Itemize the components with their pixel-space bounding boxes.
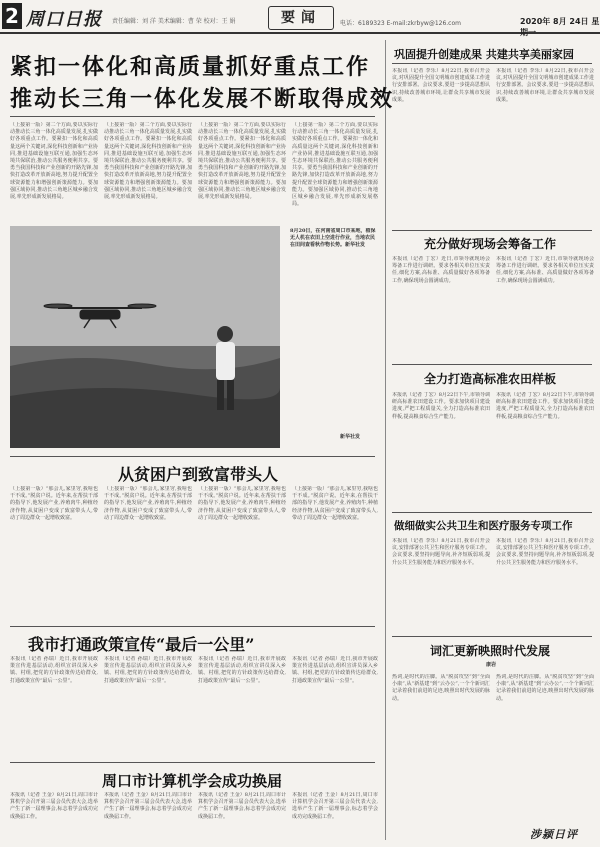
section-rule: [10, 456, 375, 457]
section-rule: [392, 230, 592, 231]
story-computer-col-2: 本报讯（记者 王金）8月21日,周口市计算机学会召开第三届会员代表大会,选举产生了新一届理事会,标志着学会成功完成换届工作。: [104, 792, 192, 820]
story-computer-col-3: 本报讯（记者 王金）8月21日,周口市计算机学会召开第三届会员代表大会,选举产生了新一届理事会,标志着学会成功完成换届工作。: [198, 792, 286, 820]
photo-caption: 8月20日，在河南省周口市某地，植保无人机在农田上空进行作业，当地农民在田间查看秋作物长势。新华社发: [290, 228, 376, 248]
story-health-col-2: 本报讯（记者 李乐）8月21日,我市召开会议,安排部署公共卫生和医疗服务专项工作。会议要求,要坚持问题导向,补齐短板弱项,提升公共卫生服务能力和医疗服务水平。: [496, 538, 594, 566]
photo-credit: 新华社发: [340, 434, 361, 440]
main-story-col-2: （上接第一版）第二个方面,要以实际行动推动长三角一体化高质量发展,扎实做好各项重点工作。要紧扣一体化和高质量这两个关键词,深化科技创新和产业协同,推进基础设施互联互通,加强生态环境共保联治,推动公共服务便利共享。要勇当我国科技和产业创新的开路先锋,加快打造改革开放新高地,努力提升配置全球资源能力和增强创新策源能力。要加强区域协同,推动长三角地区城乡融合发展,率先形成新发展格局。: [104, 122, 192, 201]
section-rule: [392, 63, 592, 64]
column-brand-logo: 涉颍日评: [530, 828, 578, 841]
story-civilization-col-1: 本报讯（记者 李乐）8月22日,我市召开会议,对巩固提升全国文明城市创建成果工作进行安排部署。会议要求,要进一步提高思想认识,持续改善城市环境,让群众共享城市发展成果。: [392, 68, 490, 103]
column-divider: [385, 40, 386, 840]
story-computer-col-1: 本报讯（记者 王金）8月21日,周口市计算机学会召开第三届会员代表大会,选举产生了新一届理事会,标志着学会成功完成换届工作。: [10, 792, 98, 820]
issue-date: 2020年 8月 24日 星期一: [520, 17, 600, 37]
section-rule: [10, 762, 375, 763]
page-number: 2: [2, 3, 22, 29]
section-title: 要闻: [268, 6, 334, 30]
story-meeting-col-1: 本报讯（记者 丁宏）近日,市领导就现场会筹备工作进行调研。要求各相关单位压实责任,细化方案,高标准、高质量做好各项筹备工作,确保现场会圆满成功。: [392, 256, 490, 284]
story-headline-computer: 周口市计算机学会成功换届: [102, 772, 283, 790]
story-headline-meeting: 充分做好现场会筹备工作: [424, 237, 557, 251]
drone-field-illustration: [10, 226, 280, 448]
story-farmland-col-1: 本报讯（记者 丁宏）8月22日下午,市领导调研高标准农田建设工作。要求加快项目建设进度,严把工程质量关,全力打造高标准农田样板,提高粮食综合生产能力。: [392, 392, 490, 420]
story-civilization-col-2: 本报讯（记者 李乐）8月22日,我市召开会议,对巩固提升全国文明城市创建成果工作进行安排部署。会议要求,要进一步提高思想认识,持续改善城市环境,让群众共享城市发展成果。: [496, 68, 594, 103]
story-farmland-col-2: 本报讯（记者 丁宏）8月22日下午,市领导调研高标准农田建设工作。要求加快项目建设进度,严把工程质量关,全力打造高标准农田样板,提高粮食综合生产能力。: [496, 392, 594, 420]
story-poverty-col-2: （上接第一版）“那会儿,家里穷,我啥也干不成。”脱贫户说。近年来,在帮扶干部的指导下,他发展产业,养殖肉牛,种植经济作物,从贫困户变成了致富带头人,带动了周边群众一起增收致富。: [104, 486, 192, 521]
story-vocabulary-col-1: 热词,是时代的注脚。从“脱贫攻坚”到“全面小康”,从“新基建”到“云办公”,一个个新词汇记录着我们前进的足迹,映照出时代发展的脉动。: [392, 674, 490, 702]
paper-logo: 周口日报: [26, 9, 102, 30]
story-headline-policy: 我市打通政策宣传“最后一公里”: [28, 635, 255, 654]
story-vocabulary-col-2: 热词,是时代的注脚。从“脱贫攻坚”到“全面小康”,从“新基建”到“云办公”,一个个新词汇记录着我们前进的足迹,映照出时代发展的脉动。: [496, 674, 594, 702]
main-story-col-3: （上接第一版）第二个方面,要以实际行动推动长三角一体化高质量发展,扎实做好各项重点工作。要紧扣一体化和高质量这两个关键词,深化科技创新和产业协同,推进基础设施互联互通,加强生态环境共保联治,推动公共服务便利共享。要勇当我国科技和产业创新的开路先锋,加快打造改革开放新高地,努力提升配置全球资源能力和增强创新策源能力。要加强区域协同,推动长三角地区城乡融合发展,率先形成新发展格局。: [198, 122, 286, 201]
main-story-col-4: （上接第一版）第二个方面,要以实际行动推动长三角一体化高质量发展,扎实做好各项重点工作。要紧扣一体化和高质量这两个关键词,深化科技创新和产业协同,推进基础设施互联互通,加强生态环境共保联治,推动公共服务便利共享。要勇当我国科技和产业创新的开路先锋,加快打造改革开放新高地,努力提升配置全球资源能力和增强创新策源能力。要加强区域协同,推动长三角地区城乡融合发展,率先形成新发展格局。: [292, 122, 378, 208]
story-policy-col-3: 本报讯（记者 孙瑞）近日,我市开展政策宣传进基层活动,组织宣讲员深入乡镇、村组,把党的方针政策传达给群众,打通政策宣传“最后一公里”。: [198, 656, 286, 684]
news-photo: [10, 226, 280, 448]
page-header: [0, 0, 600, 37]
story-policy-col-1: 本报讯（记者 孙瑞）近日,我市开展政策宣传进基层活动,组织宣讲员深入乡镇、村组,把党的方针政策传达给群众,打通政策宣传“最后一公里”。: [10, 656, 98, 684]
main-headline-line2: 推动长三角一体化发展不断取得成效: [10, 86, 395, 112]
story-headline-health: 做细做实公共卫生和医疗服务专项工作: [394, 520, 573, 532]
editor-credits: 责任编辑：刘 洋 美术编辑：曹 荣 校对：王 娟: [112, 18, 236, 25]
story-headline-vocabulary: 词汇更新映照时代发展: [430, 644, 551, 658]
story-policy-col-4: 本报讯（记者 孙瑞）近日,我市开展政策宣传进基层活动,组织宣讲员深入乡镇、村组,把党的方针政策传达给群众,打通政策宣传“最后一公里”。: [292, 656, 378, 684]
contact-info: 电话：6189323 E-mail:zkrbyw@126.com: [340, 20, 461, 27]
story-headline-poverty: 从贫困户到致富带头人: [118, 465, 279, 484]
story-policy-col-2: 本报讯（记者 孙瑞）近日,我市开展政策宣传进基层活动,组织宣讲员深入乡镇、村组,把党的方针政策传达给群众,打通政策宣传“最后一公里”。: [104, 656, 192, 684]
story-computer-col-4: 本报讯（记者 王金）8月21日,周口市计算机学会召开第三届会员代表大会,选举产生了新一届理事会,标志着学会成功完成换届工作。: [292, 792, 378, 820]
story-headline-farmland: 全力打造高标准农田样板: [424, 372, 557, 386]
story-health-col-1: 本报讯（记者 李乐）8月21日,我市召开会议,安排部署公共卫生和医疗服务专项工作。会议要求,要坚持问题导向,补齐短板弱项,提升公共卫生服务能力和医疗服务水平。: [392, 538, 490, 566]
section-rule: [10, 626, 375, 627]
story-author: 康岩: [486, 662, 497, 668]
story-headline-civilization: 巩固提升创建成果 共建共享美丽家园: [394, 48, 574, 61]
section-rule: [392, 636, 592, 637]
story-meeting-col-2: 本报讯（记者 丁宏）近日,市领导就现场会筹备工作进行调研。要求各相关单位压实责任,细化方案,高标准、高质量做好各项筹备工作,确保现场会圆满成功。: [496, 256, 594, 284]
story-poverty-col-3: （上接第一版）“那会儿,家里穷,我啥也干不成。”脱贫户说。近年来,在帮扶干部的指导下,他发展产业,养殖肉牛,种植经济作物,从贫困户变成了致富带头人,带动了周边群众一起增收致富。: [198, 486, 286, 521]
story-poverty-col-4: （上接第一版）“那会儿,家里穷,我啥也干不成。”脱贫户说。近年来,在帮扶干部的指导下,他发展产业,养殖肉牛,种植经济作物,从贫困户变成了致富带头人,带动了周边群众一起增收致富。: [292, 486, 378, 521]
headline-rule: [10, 116, 375, 117]
section-rule: [392, 364, 592, 365]
section-rule: [392, 512, 592, 513]
main-headline-line1: 紧扣一体化和高质量抓好重点工作: [10, 54, 371, 80]
main-story-col-1: （上接第一版）第二个方面,要以实际行动推动长三角一体化高质量发展,扎实做好各项重点工作。要紧扣一体化和高质量这两个关键词,深化科技创新和产业协同,推进基础设施互联互通,加强生态环境共保联治,推动公共服务便利共享。要勇当我国科技和产业创新的开路先锋,加快打造改革开放新高地,努力提升配置全球资源能力和增强创新策源能力。要加强区域协同,推动长三角地区城乡融合发展,率先形成新发展格局。: [10, 122, 98, 201]
story-poverty-col-1: （上接第一版）“那会儿,家里穷,我啥也干不成。”脱贫户说。近年来,在帮扶干部的指导下,他发展产业,养殖肉牛,种植经济作物,从贫困户变成了致富带头人,带动了周边群众一起增收致富。: [10, 486, 98, 521]
